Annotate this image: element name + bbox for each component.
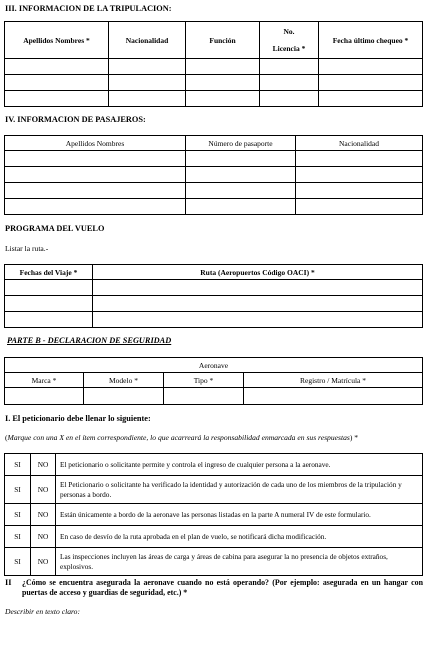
passengers-section-title: IV. INFORMACION DE PASAJEROS: <box>5 115 146 124</box>
checklist-item: El peticionario o solicitante permite y controla el ingreso de cualquier persona a la aeronave. <box>56 454 423 476</box>
crew-header-license <box>260 22 319 59</box>
section-i-note-italic: Marque con una X en el ítem correspondiente, lo que acarreará la responsabilidad enmarcada en sus respuestas <box>7 433 350 442</box>
crew-section-title: III. INFORMACION DE LA TRIPULACION: <box>5 4 172 13</box>
checklist-row <box>5 548 423 576</box>
crew-table <box>4 21 423 107</box>
crew-header-function: Función <box>186 22 260 59</box>
yes-checkbox[interactable]: SI <box>5 504 31 526</box>
checklist-row <box>5 504 423 526</box>
section-ii-question: ¿Cómo se encuentra asegurada la aeronave cuando no está operando? (Por ejemplo: asegurada en un hangar con puertas de acceso y guardias de seguridad, etc.) * <box>22 578 423 598</box>
yes-checkbox[interactable]: SI <box>5 548 31 576</box>
no-checkbox[interactable]: NO <box>31 548 56 576</box>
crew-header-name: Apellidos Nombres * <box>5 22 109 59</box>
crew-row[interactable] <box>5 91 423 107</box>
aircraft-col-model: Modelo * <box>84 373 164 388</box>
section-ii-number: II <box>5 578 12 587</box>
program-section-title: PROGRAMA DEL VUELO <box>5 224 105 233</box>
passenger-row[interactable] <box>5 199 423 215</box>
yes-checkbox[interactable]: SI <box>5 526 31 548</box>
no-checkbox[interactable]: NO <box>31 526 56 548</box>
crew-header-license-bottom: Licencia * <box>272 44 306 53</box>
security-checklist <box>4 453 423 576</box>
section-i-note: (Marque con una X en el ítem correspondiente, lo que acarreará la responsabilidad enmarcada en sus respuestas) * <box>5 433 359 442</box>
route-header-dates: Fechas del Viaje * <box>5 265 93 280</box>
checklist-row <box>5 454 423 476</box>
checklist-item: En caso de desvío de la ruta aprobada en el plan de vuelo, se notificará dicha modificación. <box>56 526 423 548</box>
part-b-title: PARTE B - DECLARACION DE SEGURIDAD <box>7 336 172 345</box>
aircraft-row[interactable] <box>5 388 423 405</box>
aircraft-col-type: Tipo * <box>164 373 244 388</box>
aircraft-table <box>4 357 423 405</box>
no-checkbox[interactable]: NO <box>31 504 56 526</box>
passengers-table <box>4 135 423 215</box>
route-row[interactable] <box>5 280 423 296</box>
route-header-route: Ruta (Aeropuertos Código OACI) * <box>93 265 423 280</box>
crew-row[interactable] <box>5 59 423 75</box>
aircraft-col-registration: Registro / Matrícula * <box>244 373 423 388</box>
crew-header-nationality: Nacionalidad <box>109 22 186 59</box>
crew-row[interactable] <box>5 75 423 91</box>
section-ii-describe: Describir en texto claro: <box>5 607 81 616</box>
yes-checkbox[interactable]: SI <box>5 454 31 476</box>
checklist-item: El Peticionario o solicitante ha verificado la identidad y autorización de cada uno de los miembros de la tripulación y personas a bordo. <box>56 476 423 504</box>
passenger-row[interactable] <box>5 167 423 183</box>
route-table <box>4 264 423 328</box>
no-checkbox[interactable]: NO <box>31 454 56 476</box>
crew-header-license-top: No. <box>283 27 295 36</box>
checklist-row <box>5 476 423 504</box>
passengers-header-name: Apellidos Nombres <box>5 136 186 151</box>
passenger-row[interactable] <box>5 183 423 199</box>
section-i-title: I. El peticionario debe llenar lo siguiente: <box>5 414 151 423</box>
passengers-header-nationality: Nacionalidad <box>296 136 423 151</box>
aircraft-col-brand: Marca * <box>5 373 84 388</box>
crew-header-checkup: Fecha último chequeo * <box>319 22 423 59</box>
yes-checkbox[interactable]: SI <box>5 476 31 504</box>
passengers-header-passport: Número de pasaporte <box>186 136 296 151</box>
checklist-row <box>5 526 423 548</box>
checklist-item: Están únicamente a bordo de la aeronave las personas listadas en la parte A numeral IV de este formulario. <box>56 504 423 526</box>
checklist-item: Las inspecciones incluyen las áreas de carga y áreas de cabina para asegurar la no presencia de objetos extraños, explosivos. <box>56 548 423 576</box>
passenger-row[interactable] <box>5 151 423 167</box>
route-row[interactable] <box>5 296 423 312</box>
no-checkbox[interactable]: NO <box>31 476 56 504</box>
route-row[interactable] <box>5 312 423 328</box>
aircraft-header: Aeronave <box>5 358 423 373</box>
program-instruction: Listar la ruta.- <box>5 244 49 253</box>
